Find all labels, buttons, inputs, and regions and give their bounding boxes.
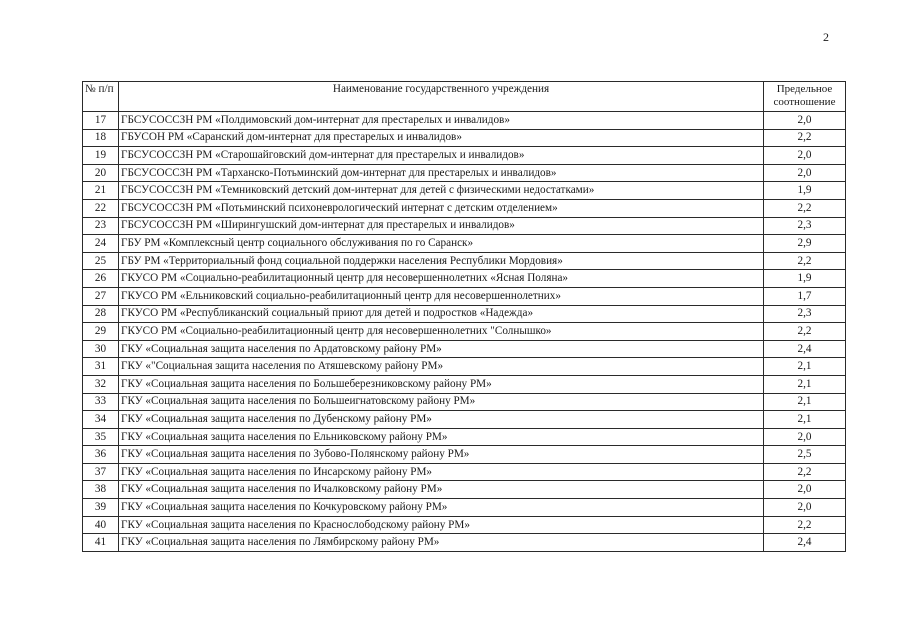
table-row [83, 217, 846, 235]
institution-name: ГКУ «Социальная защита населения по Ардатовскому району РМ» [119, 340, 764, 358]
header-number: № п/п [83, 82, 119, 112]
row-number: 32 [83, 375, 119, 393]
institution-name: ГКУ «Социальная защита населения по Кочкуровскому району РМ» [119, 499, 764, 517]
institution-name: ГКУ «Социальная защита населения по Ельниковскому району РМ» [119, 428, 764, 446]
table-row [83, 164, 846, 182]
ratio-value: 1,9 [764, 270, 846, 288]
institution-name: ГКУСО РМ «Республиканский социальный приют для детей и подростков «Надежда» [119, 305, 764, 323]
ratio-value: 2,2 [764, 252, 846, 270]
table-row [83, 534, 846, 552]
institution-name: ГКУСО РМ «Социально-реабилитационный центр для несовершеннолетних "Солнышко» [119, 323, 764, 341]
table-row [83, 358, 846, 376]
table-row [83, 463, 846, 481]
ratio-value: 2,0 [764, 428, 846, 446]
table-row [83, 481, 846, 499]
row-number: 34 [83, 411, 119, 429]
ratio-value: 2,0 [764, 147, 846, 165]
institution-name: ГКУ «Социальная защита населения по Зубово-Полянскому району РМ» [119, 446, 764, 464]
institutions-table [82, 81, 846, 552]
table-row [83, 428, 846, 446]
table-row [83, 147, 846, 165]
ratio-value: 2,0 [764, 499, 846, 517]
table-row [83, 516, 846, 534]
page-number: 2 [823, 30, 829, 44]
ratio-value: 2,2 [764, 199, 846, 217]
table-row [83, 112, 846, 130]
table-row [83, 393, 846, 411]
table-row [83, 305, 846, 323]
table-row [83, 235, 846, 253]
institution-name: ГКУ «Социальная защита населения по Лямбирскому району РМ» [119, 534, 764, 552]
row-number: 29 [83, 323, 119, 341]
ratio-value: 2,2 [764, 129, 846, 147]
table-row [83, 287, 846, 305]
ratio-value: 2,9 [764, 235, 846, 253]
row-number: 28 [83, 305, 119, 323]
ratio-value: 1,7 [764, 287, 846, 305]
row-number: 40 [83, 516, 119, 534]
row-number: 24 [83, 235, 119, 253]
table-row [83, 270, 846, 288]
institution-name: ГБСУСОССЗН РМ «Старошайговский дом-интернат для престарелых и инвалидов» [119, 147, 764, 165]
institution-name: ГБСУСОССЗН РМ «Тарханско-Потьминский дом-интернат для престарелых и инвалидов» [119, 164, 764, 182]
ratio-value: 2,4 [764, 534, 846, 552]
ratio-value: 2,0 [764, 164, 846, 182]
row-number: 23 [83, 217, 119, 235]
table-row [83, 375, 846, 393]
row-number: 30 [83, 340, 119, 358]
ratio-value: 2,2 [764, 463, 846, 481]
table-row [83, 323, 846, 341]
header-ratio-line1: Предельное [776, 83, 833, 95]
header-ratio-line2: соотношение [773, 96, 836, 109]
table-row [83, 446, 846, 464]
row-number: 20 [83, 164, 119, 182]
institution-name: ГБУ РМ «Комплексный центр социального обслуживания по го Саранск» [119, 235, 764, 253]
row-number: 22 [83, 199, 119, 217]
institution-name: ГБУСОН РМ «Саранский дом-интернат для престарелых и инвалидов» [119, 129, 764, 147]
ratio-value: 2,3 [764, 305, 846, 323]
ratio-value: 2,2 [764, 516, 846, 534]
table-row [83, 182, 846, 200]
row-number: 18 [83, 129, 119, 147]
institution-name: ГБСУСОССЗН РМ «Полдимовский дом-интернат для престарелых и инвалидов» [119, 112, 764, 130]
row-number: 41 [83, 534, 119, 552]
row-number: 37 [83, 463, 119, 481]
table-row [83, 411, 846, 429]
ratio-value: 1,9 [764, 182, 846, 200]
row-number: 27 [83, 287, 119, 305]
institution-name: ГБУ РМ «Территориальный фонд социальной поддержки населения Республики Мордовия» [119, 252, 764, 270]
row-number: 38 [83, 481, 119, 499]
ratio-value: 2,1 [764, 411, 846, 429]
table-row [83, 129, 846, 147]
header-name: Наименование государственного учреждения [119, 82, 764, 112]
ratio-value: 2,1 [764, 393, 846, 411]
ratio-value: 2,1 [764, 375, 846, 393]
institution-name: ГБСУСОССЗН РМ «Потьминский психоневрологический интернат с детским отделением» [119, 199, 764, 217]
institution-name: ГБСУСОССЗН РМ «Темниковский детский дом-интернат для детей с физическими недостатками» [119, 182, 764, 200]
table-body [83, 112, 846, 552]
table-row [83, 499, 846, 517]
row-number: 35 [83, 428, 119, 446]
table-header [83, 82, 846, 112]
ratio-value: 2,2 [764, 323, 846, 341]
row-number: 21 [83, 182, 119, 200]
row-number: 25 [83, 252, 119, 270]
row-number: 36 [83, 446, 119, 464]
institution-name: ГКУ «Социальная защита населения по Дубенскому району РМ» [119, 411, 764, 429]
row-number: 26 [83, 270, 119, 288]
institution-name: ГКУСО РМ «Социально-реабилитационный центр для несовершеннолетних «Ясная Поляна» [119, 270, 764, 288]
ratio-value: 2,3 [764, 217, 846, 235]
row-number: 19 [83, 147, 119, 165]
header-row [83, 82, 846, 112]
institution-name: ГКУ «"Социальная защита населения по Атяшевскому району РМ» [119, 358, 764, 376]
ratio-value: 2,5 [764, 446, 846, 464]
row-number: 17 [83, 112, 119, 130]
ratio-value: 2,4 [764, 340, 846, 358]
institution-name: ГКУ «Социальная защита населения по Ичалковскому району РМ» [119, 481, 764, 499]
institution-name: ГКУ «Социальная защита населения по Большеигнатовскому району РМ» [119, 393, 764, 411]
institution-name: ГКУ «Социальная защита населения по Инсарскому району РМ» [119, 463, 764, 481]
institution-name: ГКУ «Социальная защита населения по Краснослободскому району РМ» [119, 516, 764, 534]
institution-name: ГБСУСОССЗН РМ «Ширингушский дом-интернат для престарелых и инвалидов» [119, 217, 764, 235]
ratio-value: 2,1 [764, 358, 846, 376]
header-ratio [764, 82, 846, 112]
table-row [83, 252, 846, 270]
row-number: 31 [83, 358, 119, 376]
table-row [83, 340, 846, 358]
ratio-value: 2,0 [764, 481, 846, 499]
row-number: 39 [83, 499, 119, 517]
ratio-value: 2,0 [764, 112, 846, 130]
institution-name: ГКУСО РМ «Ельниковский социально-реабилитационный центр для несовершеннолетних» [119, 287, 764, 305]
row-number: 33 [83, 393, 119, 411]
table-row [83, 199, 846, 217]
institution-name: ГКУ «Социальная защита населения по Большеберезниковскому району РМ» [119, 375, 764, 393]
